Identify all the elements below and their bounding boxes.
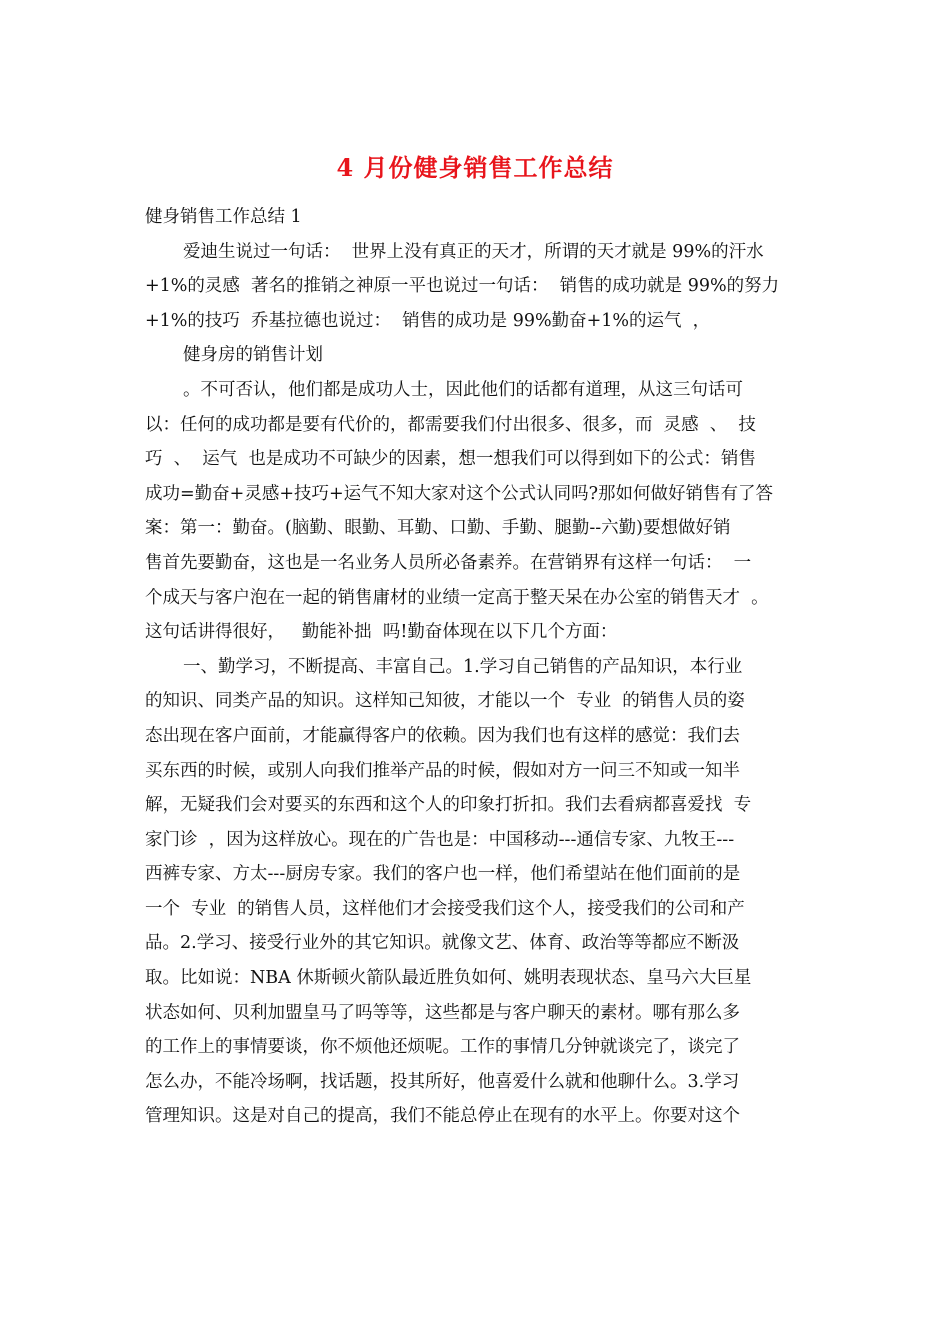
text-line: 个成天与客户泡在一起的销售庸材的业绩一定高于整天呆在办公室的销售天才 。: [145, 587, 769, 608]
text-line: +1%的技巧 乔基拉德也说过： 销售的成功是 99%勤奋+1%的运气 ，: [145, 310, 711, 331]
text-line: 状态如何、贝利加盟皇马了吗等等，这些都是与客户聊天的素材。哪有那么多: [145, 1002, 740, 1023]
text-line: +1%的灵感 著名的推销之神原一平也说过一句话： 销售的成功就是 99%的努力: [145, 276, 780, 297]
text-line: 一、勤学习，不断提高、丰富自己。1.学习自己销售的产品知识，本行业: [183, 656, 743, 677]
text-line: 管理知识。这是对自己的提高，我们不能总停止在现有的水平上。你要对这个: [145, 1106, 740, 1127]
text-line: 巧 、 运气 也是成功不可缺少的因素，想一想我们可以得到如下的公式：销售: [145, 449, 756, 470]
document-title: 4 月份健身销售工作总结: [336, 153, 614, 182]
text-line: 爱迪生说过一句话： 世界上没有真正的天才，所谓的天才就是 99%的汗水: [183, 241, 764, 262]
text-line: 健身销售工作总结 1: [145, 207, 302, 227]
text-line: 取。比如说：NBA 休斯顿火箭队最近胜负如何、姚明表现状态、皇马六大巨星: [145, 968, 752, 989]
text-line: 品。2.学习、接受行业外的其它知识。就像文艺、体育、政治等等都应不断汲: [145, 933, 740, 954]
text-line: 买东西的时候，或别人向我们推举产品的时候，假如对方一问三不知或一知半: [145, 760, 740, 781]
document-body: [145, 200, 825, 1134]
text-line: 的知识、同类产品的知识。这样知己知彼，才能以一个 专业 的销售人员的姿: [145, 691, 745, 712]
text-line: 西裤专家、方太---厨房专家。我们的客户也一样，他们希望站在他们面前的是: [145, 864, 741, 885]
text-line: 以：任何的成功都是要有代价的，都需要我们付出很多、很多，而 灵感 、 技: [145, 414, 756, 435]
text-line: 一个 专业 的销售人员，这样他们才会接受我们这个人，接受我们的公司和产: [145, 898, 745, 919]
text-line: 。不可否认，他们都是成功人士，因此他们的话都有道理，从这三句话可: [183, 379, 743, 400]
text-line: 健身房的销售计划: [183, 345, 323, 366]
text-line: 解，无疑我们会对要买的东西和这个人的印象打折扣。我们去看病都喜爱找 专: [145, 795, 752, 816]
text-line: 家门诊 ，因为这样放心。现在的广告也是：中国移动---通信专家、九牧王---: [145, 829, 735, 850]
text-line: 售首先要勤奋，这也是一名业务人员所必备素养。在营销界有这样一句话： 一: [145, 552, 752, 573]
text-line: 的工作上的事情要谈，你不烦他还烦呢。工作的事情几分钟就谈完了，谈完了: [145, 1037, 740, 1058]
text-line: 这句话讲得很好， 勤能补拙 吗!勤奋体现在以下几个方面：: [145, 622, 618, 643]
text-line: 怎么办，不能冷场啊，找话题，投其所好，他喜爱什么就和他聊什么。3.学习: [145, 1071, 740, 1092]
text-line: 态出现在客户面前，才能赢得客户的依赖。因为我们也有这样的感觉：我们去: [145, 725, 740, 746]
text-line: 成功=勤奋+灵感+技巧+运气不知大家对这个公式认同吗?那如何做好销售有了答: [145, 483, 774, 504]
text-line: 案：第一：勤奋。(脑勤、眼勤、耳勤、口勤、手勤、腿勤--六勤)要想做好销: [145, 518, 731, 539]
